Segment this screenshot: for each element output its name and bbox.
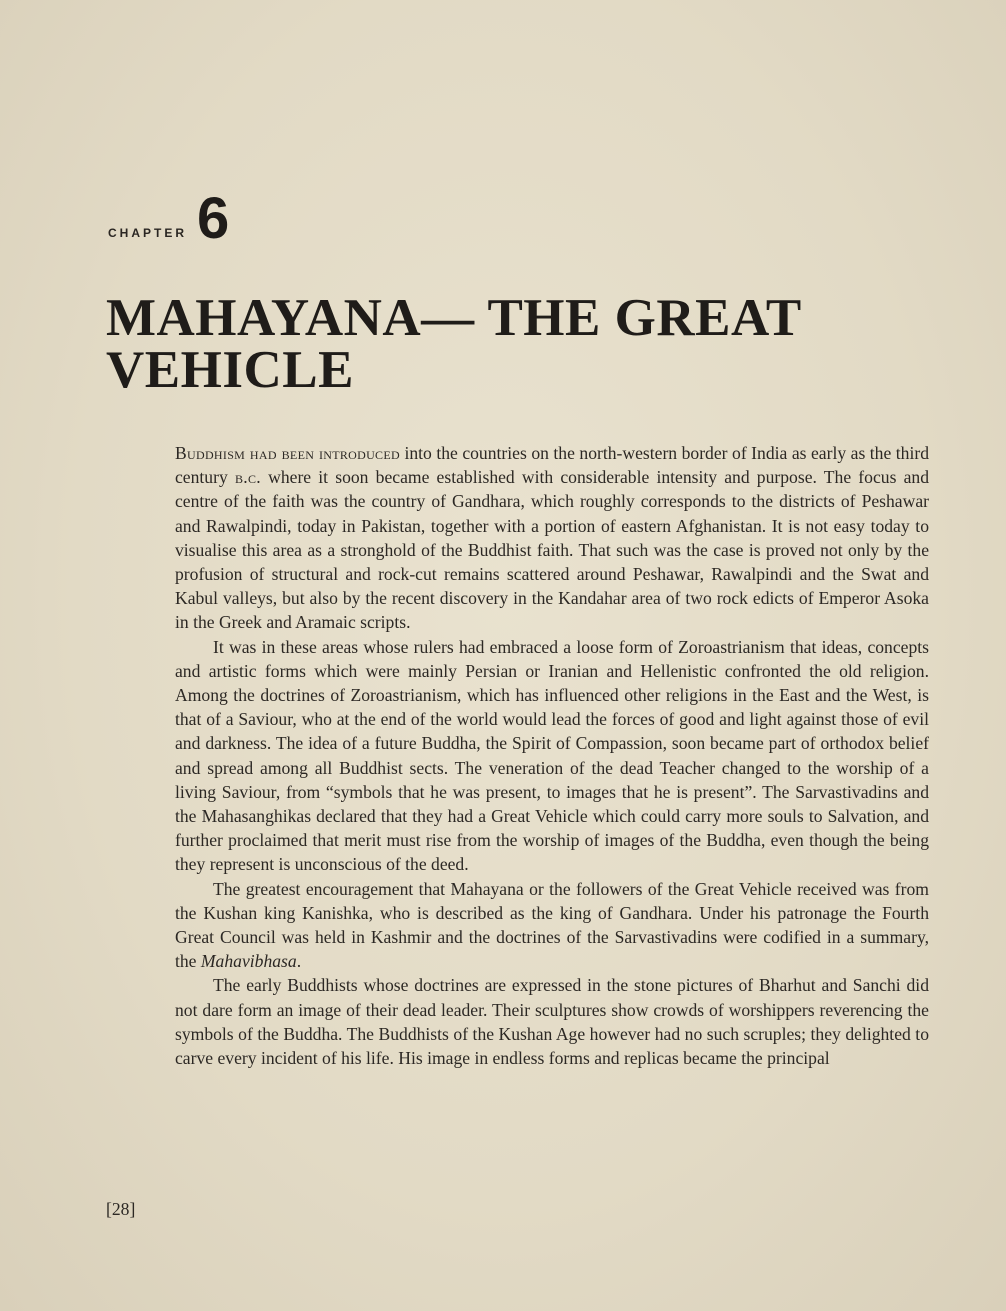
paragraph-1 [175, 441, 929, 635]
paragraph-1-rest: where it soon became established with considerable intensity and purpose. The focus and centre of the faith was the country of Gandhara, which roughly corresponds to the districts of Peshawar and Rawalpindi, today in Pakistan, together with a portion of eastern Afghanistan. It is not easy today to visualise this area as a stronghold of the Buddhist faith. That such was the case is proved not only by the profusion of structural and rock-cut remains scattered around Peshawar, Rawalpindi and the Swat and Kabul valleys, but also by the recent discovery in the Kandahar area of two rock edicts of Emperor Asoka in the Greek and Aramaic scripts. [175, 467, 929, 633]
chapter-title [106, 289, 826, 399]
chapter-label: CHAPTER [108, 226, 188, 240]
page-number: [28] [106, 1199, 136, 1219]
chapter-number: 6 [197, 186, 230, 251]
paragraph-1-text: into the countries on the north-western border of India as early as the third century [175, 443, 930, 488]
paragraph-3-end: . [296, 951, 302, 972]
paragraph-4: The early Buddhists whose doctrines are expressed in the stone pictures of Bharhut and Sanchi did not dare form an image of their dead leader. Their sculptures show crowds of worshippers reverencing the symbols of the Buddha. The Buddhists of the Kushan Age however had no such scruples; they delighted to carve every incident of his life. His image in endless forms and replicas became the principal [175, 975, 929, 1069]
chapter-title-line-1: MAHAYANA— THE GREAT [106, 289, 802, 347]
body-text [175, 441, 929, 1070]
chapter-title-line-2: VEHICLE [106, 341, 354, 399]
paragraph-3-italic: Mahavibhasa [200, 951, 297, 972]
paragraph-3-text: The greatest encouragement that Mahayana or the followers of the Great Vehicle received was from the Kushan king Kanishka, who is described as the king of Gandhara. Under his patronage the Fourth Great Council was held in Kashmir and the doctrines of the Sarvastivadins were codified in a summary, the [175, 878, 929, 972]
chapter-heading [108, 186, 230, 251]
paragraph-1-bc: b.c. [234, 467, 261, 488]
paragraph-3 [175, 877, 929, 974]
paragraph-2: It was in these areas whose rulers had embraced a loose form of Zoroastrianism that ideas, concepts and artistic forms which were mainly Persian or Iranian and Hellenistic confronted the old religion. Among the doctrines of Zoroastrianism, which has influenced other religions in the East and the West, is that of a Saviour, who at the end of the world would lead the forces of good and light against those of evil and darkness. The idea of a future Buddha, the Spirit of Compassion, soon became part of orthodox belief and spread among all Buddhist sects. The veneration of the dead Teacher changed to the worship of a living Saviour, from “symbols that he was present, to images that he is present”. The Sarvastivadins and the Mahasanghikas declared that they had a Great Vehicle which could carry more souls to Salvation, and further proclaimed that merit must rise from the worship of images of the Buddha, even though the being they represent is unconscious of the deed. [175, 636, 929, 875]
paragraph-1-lead: Buddhism had been introduced [175, 443, 400, 463]
